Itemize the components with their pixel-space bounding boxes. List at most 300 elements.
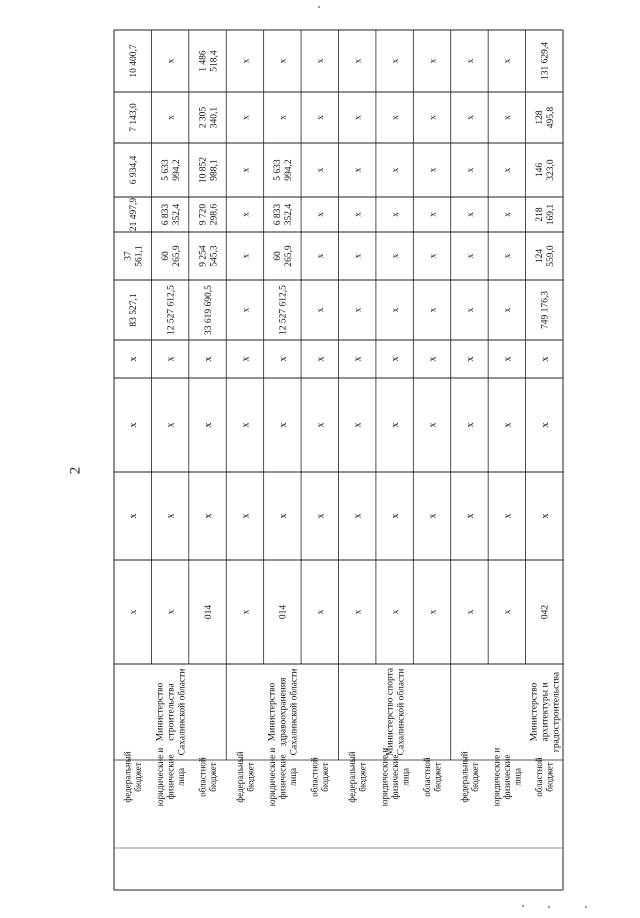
- cell-y5: [166, 58, 176, 63]
- ministry-name-line: Министерство: [529, 682, 540, 742]
- cell-mark-line: х: [390, 356, 402, 362]
- cell-mark-line: х: [165, 356, 177, 362]
- cell-mark: [390, 514, 401, 519]
- cell-y4-line: х: [241, 115, 252, 120]
- cell-y4: [166, 115, 176, 120]
- cell-y2-line: 218: [535, 207, 546, 222]
- cell-y4-line: х: [428, 115, 439, 120]
- cell-y1: [124, 245, 145, 267]
- cell-total: [391, 307, 401, 312]
- cell-mark: [540, 514, 551, 519]
- cell-y1-line: х: [503, 253, 514, 259]
- cell-y1: [428, 253, 438, 258]
- cell-y1-line: 561,1: [134, 245, 145, 267]
- cell-mark: [203, 514, 214, 519]
- cell-mark: [240, 357, 251, 362]
- cell-y3: [354, 167, 364, 172]
- cell-mark: [278, 357, 289, 362]
- source-label: [310, 757, 331, 797]
- cell-mark-line: х: [352, 513, 364, 519]
- cell-code-line: х: [316, 609, 327, 615]
- cell-total-line: х: [428, 307, 439, 313]
- source-label: [197, 757, 218, 797]
- source-label: [267, 748, 298, 807]
- cell-code-line: 042: [540, 604, 551, 620]
- cell-y4-line: х: [465, 115, 476, 120]
- cell-y1-line: 60: [160, 251, 171, 261]
- source-label: [155, 748, 186, 807]
- cell-mark: [540, 357, 551, 362]
- cell-y3-line: х: [390, 167, 401, 173]
- cell-y4: [391, 115, 401, 120]
- cell-code-line: х: [129, 609, 140, 615]
- cell-y3-line: х: [428, 167, 439, 173]
- cell-code: [204, 605, 214, 620]
- cell-total: [241, 307, 251, 312]
- cell-y5: [391, 58, 401, 63]
- cell-code: [503, 609, 513, 614]
- source-label: [534, 757, 555, 797]
- ministry-name-line: Министерство: [267, 682, 278, 742]
- ministry-name: [268, 669, 300, 756]
- cell-y5: [466, 58, 476, 63]
- cell-y3: [466, 167, 476, 172]
- cell-y2-line: х: [353, 212, 364, 217]
- source-label-line: физические: [277, 754, 288, 800]
- cell-y4: [428, 115, 438, 120]
- source-label-line: федеральный: [122, 751, 133, 803]
- cell-y3: [316, 167, 326, 172]
- cell-y1: [535, 245, 556, 267]
- cell-mark-line: х: [539, 422, 551, 428]
- cell-y4: [316, 115, 326, 120]
- cell-y1: [354, 253, 364, 258]
- cell-code-line: х: [465, 609, 476, 615]
- cell-code-line: х: [503, 609, 514, 615]
- cell-y4-line: х: [316, 115, 327, 120]
- source-label-line: бюджет: [133, 762, 144, 792]
- cell-y1: [273, 245, 294, 267]
- ministry-name-line: Сахалинской области: [177, 668, 188, 756]
- cell-y1: [503, 253, 513, 258]
- cell-total: [316, 307, 326, 312]
- source-label-line: юридические и: [379, 747, 390, 807]
- cell-code: [316, 609, 326, 614]
- cell-mark: [278, 514, 289, 519]
- cell-y3: [535, 159, 556, 181]
- cell-y3-line: 6 934,4: [129, 155, 140, 185]
- ministry-name-line: здравоохранения: [278, 677, 289, 747]
- cell-y2: [391, 212, 401, 217]
- source-label-line: юридические и: [154, 747, 165, 807]
- scan-speck: [585, 906, 587, 908]
- cell-y3-line: 5 633: [160, 159, 171, 181]
- source-label-line: областной: [421, 757, 432, 797]
- source-label-line: бюджет: [544, 762, 555, 792]
- cell-y3-line: 988,1: [209, 159, 220, 181]
- cell-y2-line: 352,4: [284, 203, 295, 226]
- cell-total: [166, 285, 176, 335]
- cell-total-line: х: [465, 307, 476, 313]
- cell-y3: [273, 159, 294, 181]
- cell-mark-line: х: [427, 513, 439, 519]
- cell-code: [166, 609, 176, 614]
- cell-mark: [315, 423, 326, 428]
- cell-y2-line: 169,1: [546, 203, 557, 226]
- cell-code: [241, 609, 251, 614]
- cell-mark: [390, 357, 401, 362]
- cell-y4-line: 495,8: [546, 106, 557, 129]
- cell-code: [279, 605, 289, 620]
- cell-mark-line: х: [427, 356, 439, 362]
- source-label-line: бюджет: [207, 762, 218, 792]
- cell-y5-line: 518,4: [209, 50, 220, 72]
- cell-total: [428, 307, 438, 312]
- cell-y1-line: 124: [535, 248, 546, 264]
- cell-mark-line: х: [539, 356, 551, 362]
- cell-code-line: х: [428, 609, 439, 615]
- cell-y5: [503, 58, 513, 63]
- cell-mark-line: х: [502, 356, 514, 362]
- cell-mark-line: х: [502, 513, 514, 519]
- cell-mark: [166, 514, 177, 519]
- cell-y1: [241, 253, 251, 258]
- cell-y1: [391, 253, 401, 258]
- cell-y2-line: х: [465, 212, 476, 217]
- cell-mark: [428, 423, 439, 428]
- cell-y4: [129, 103, 139, 132]
- cell-y2: [241, 212, 251, 217]
- cell-y1: [198, 245, 219, 267]
- cell-y3-line: 323,0: [546, 159, 557, 181]
- cell-mark-line: х: [203, 513, 215, 519]
- ministry-name: [385, 667, 406, 756]
- source-label-line: лица: [512, 767, 523, 787]
- cell-mark-line: х: [128, 422, 140, 428]
- cell-code: [466, 609, 476, 614]
- source-label: [347, 751, 368, 802]
- cell-code-line: х: [241, 609, 252, 615]
- cell-y1-line: х: [316, 253, 327, 259]
- cell-mark: [240, 423, 251, 428]
- cell-total-line: х: [390, 307, 401, 313]
- cell-total-line: 12 527 612,5: [278, 285, 289, 335]
- cell-y5: [316, 58, 326, 63]
- cell-y4: [354, 115, 364, 120]
- cell-mark-line: х: [277, 513, 289, 519]
- cell-y2-line: 298,6: [209, 203, 220, 226]
- source-label-line: федеральный: [347, 751, 358, 803]
- cell-mark-line: х: [352, 422, 364, 428]
- cell-y2-line: 9 720: [198, 203, 209, 226]
- cell-y4-line: 7 143,0: [129, 103, 140, 132]
- cell-mark-line: х: [502, 422, 514, 428]
- cell-mark-line: х: [128, 513, 140, 519]
- cell-y3: [503, 167, 513, 172]
- source-label-line: физические: [389, 754, 400, 800]
- cell-mark-line: х: [240, 422, 252, 428]
- cell-y3-line: х: [503, 167, 514, 173]
- cell-mark-line: х: [165, 422, 177, 428]
- cell-y1: [316, 253, 326, 258]
- cell-total-line: 12 527 612,5: [166, 285, 177, 335]
- cell-mark-line: х: [240, 356, 252, 362]
- cell-y3-line: 10 852: [198, 156, 209, 184]
- cell-mark: [166, 357, 177, 362]
- source-label-line: бюджет: [320, 762, 331, 792]
- cell-y1-line: х: [241, 253, 252, 259]
- cell-y2: [535, 204, 556, 226]
- cell-total: [129, 293, 139, 327]
- cell-y3-line: х: [353, 167, 364, 173]
- cell-y5: [129, 44, 139, 78]
- source-label-line: физические: [165, 754, 176, 800]
- cell-y5-line: х: [428, 58, 439, 64]
- cell-y1-line: х: [390, 253, 401, 259]
- cell-mark: [353, 514, 364, 519]
- cell-mark-line: х: [539, 513, 551, 519]
- cell-y5-line: 1 486: [198, 50, 209, 72]
- cell-y5: [541, 42, 551, 80]
- cell-y5-line: х: [353, 58, 364, 64]
- cell-code: [129, 609, 139, 614]
- cell-mark: [203, 423, 214, 428]
- source-label: [123, 751, 143, 802]
- cell-y3-line: х: [241, 167, 252, 173]
- cell-mark: [166, 423, 177, 428]
- cell-y4: [198, 107, 219, 129]
- cell-code: [354, 609, 364, 614]
- cell-y5-line: х: [278, 58, 289, 64]
- source-label: [459, 751, 480, 802]
- cell-y1: [466, 253, 476, 258]
- cell-mark-line: х: [203, 422, 215, 428]
- cell-mark-line: х: [464, 356, 476, 362]
- cell-total-line: 33 619 690,5: [203, 285, 214, 335]
- cell-y2: [503, 212, 513, 217]
- cell-y1-line: 265,9: [284, 245, 295, 267]
- cell-mark-line: х: [165, 513, 177, 519]
- cell-y5-line: х: [166, 58, 177, 64]
- cell-total-line: 83 527,1: [129, 293, 140, 327]
- cell-y1-line: 9 254: [198, 245, 209, 267]
- cell-y3-line: х: [316, 167, 327, 173]
- cell-total-line: х: [316, 307, 327, 313]
- cell-y2: [273, 204, 294, 226]
- cell-y5: [198, 50, 219, 72]
- cell-y2: [161, 204, 182, 226]
- cell-y3: [391, 167, 401, 172]
- cell-mark-line: х: [315, 513, 327, 519]
- ministry-name-line: Сахалинской области: [289, 668, 300, 756]
- cell-y5-line: х: [241, 58, 252, 64]
- cell-total: [354, 307, 364, 312]
- source-label-line: лица: [175, 767, 186, 787]
- cell-mark: [128, 423, 139, 428]
- ministry-name-line: градостроительства: [551, 671, 562, 753]
- source-label-line: юридические и: [491, 747, 502, 807]
- cell-y2: [198, 204, 219, 226]
- cell-y3-line: х: [465, 167, 476, 173]
- cell-y1-line: 60: [273, 251, 284, 261]
- cell-code-line: х: [390, 609, 401, 615]
- source-label-line: бюджет: [469, 762, 480, 792]
- cell-y3: [129, 156, 139, 185]
- cell-y4-line: х: [390, 115, 401, 120]
- ministry-name: [530, 671, 562, 752]
- source-label-line: юридические и: [267, 747, 278, 807]
- cell-y2-line: х: [503, 212, 514, 217]
- cell-y1: [161, 245, 182, 267]
- scan-speck: [522, 905, 524, 907]
- source-label-line: областной: [197, 757, 208, 797]
- cell-y2-line: х: [390, 212, 401, 217]
- source-label-line: бюджет: [432, 762, 443, 792]
- cell-mark: [465, 423, 476, 428]
- cell-y2-line: 6 833: [160, 203, 171, 226]
- ministry-name-line: Министерство спорта: [385, 667, 396, 757]
- cell-y3-line: 994,2: [284, 159, 295, 181]
- cell-mark: [240, 514, 251, 519]
- cell-mark-line: х: [277, 356, 289, 362]
- cell-mark: [465, 514, 476, 519]
- cell-y2: [354, 212, 364, 217]
- cell-mark-line: х: [315, 422, 327, 428]
- cell-y5-line: х: [316, 58, 327, 64]
- cell-mark: [353, 357, 364, 362]
- ministry-name: [155, 669, 187, 756]
- cell-y4-line: 2 305: [198, 106, 209, 129]
- source-label-line: лица: [288, 767, 299, 787]
- cell-code: [428, 609, 438, 614]
- cell-mark: [203, 357, 214, 362]
- source-label-line: федеральный: [234, 751, 245, 803]
- cell-y2-line: 6 833: [273, 203, 284, 226]
- cell-y2-line: х: [316, 212, 327, 217]
- cell-mark: [353, 423, 364, 428]
- cell-y4: [503, 115, 513, 120]
- cell-mark-line: х: [277, 422, 289, 428]
- cell-y1-line: 545,3: [209, 245, 220, 267]
- cell-y3: [161, 159, 182, 181]
- cell-total-line: 749 176,3: [540, 291, 551, 329]
- cell-y5-line: х: [465, 58, 476, 64]
- source-label-line: областной: [534, 757, 545, 797]
- cell-mark-line: х: [315, 356, 327, 362]
- cell-mark: [390, 423, 401, 428]
- ministry-name-line: Сахалинской области: [396, 668, 407, 756]
- cell-total: [503, 307, 513, 312]
- cell-y4-line: х: [503, 115, 514, 120]
- source-label-line: лица: [400, 767, 411, 787]
- cell-mark: [502, 514, 513, 519]
- cell-y3: [241, 167, 251, 172]
- cell-y1-line: 37: [123, 251, 134, 261]
- cell-code: [391, 609, 401, 614]
- cell-mark-line: х: [464, 422, 476, 428]
- cell-y4-line: 340,1: [209, 106, 220, 129]
- cell-mark: [428, 357, 439, 362]
- cell-y3-line: 146: [535, 162, 546, 178]
- cell-code-line: х: [166, 609, 177, 615]
- cell-mark: [128, 514, 139, 519]
- cell-y2: [466, 212, 476, 217]
- cell-mark: [315, 514, 326, 519]
- cell-y4-line: х: [166, 115, 177, 120]
- source-label-line: федеральный: [459, 751, 470, 803]
- cell-y5: [428, 58, 438, 63]
- cell-y5: [279, 58, 289, 63]
- cell-y4: [279, 115, 289, 120]
- cell-mark: [465, 357, 476, 362]
- cell-y1-line: 265,9: [171, 245, 182, 267]
- source-label-line: бюджет: [245, 762, 256, 792]
- cell-y2-line: х: [241, 212, 252, 217]
- cell-y2: [428, 212, 438, 217]
- cell-mark-line: х: [390, 513, 402, 519]
- cell-y4: [466, 115, 476, 120]
- cell-y5-line: х: [503, 58, 514, 64]
- cell-y4: [241, 115, 251, 120]
- cell-total-line: х: [241, 307, 252, 313]
- cell-y5-line: х: [390, 58, 401, 64]
- ministry-name-line: Министерство: [155, 682, 166, 742]
- ministry-name-line: строительства: [166, 683, 177, 741]
- cell-mark-line: х: [203, 356, 215, 362]
- cell-mark-line: х: [240, 513, 252, 519]
- cell-y4-line: х: [353, 115, 364, 120]
- cell-y2-line: 352,4: [171, 203, 182, 226]
- cell-y3: [428, 167, 438, 172]
- cell-code-line: 014: [278, 604, 289, 620]
- source-label-line: физические: [502, 754, 513, 800]
- scan-speck: [318, 6, 320, 8]
- cell-y3-line: 5 633: [273, 159, 284, 181]
- cell-y1-line: х: [353, 253, 364, 259]
- cell-mark-line: х: [390, 422, 402, 428]
- cell-total: [541, 291, 551, 329]
- cell-y2: [129, 198, 139, 232]
- cell-total: [466, 307, 476, 312]
- cell-y4: [535, 107, 556, 129]
- cell-mark-line: х: [464, 513, 476, 519]
- cell-y4-line: х: [278, 115, 289, 120]
- cell-mark: [315, 357, 326, 362]
- cell-mark: [128, 357, 139, 362]
- cell-mark: [502, 423, 513, 428]
- cell-y5: [354, 58, 364, 63]
- cell-code-line: 014: [203, 604, 214, 620]
- source-label: [422, 757, 443, 797]
- cell-mark-line: х: [427, 422, 439, 428]
- cell-y1-line: х: [428, 253, 439, 259]
- cell-code: [541, 605, 551, 620]
- page-number: 2: [67, 466, 84, 475]
- cell-total-line: х: [353, 307, 364, 313]
- cell-y2: [316, 212, 326, 217]
- source-label: [492, 748, 523, 807]
- cell-total: [279, 285, 289, 335]
- ministry-name-line: архитектуры и: [540, 682, 551, 742]
- cell-y1-line: х: [465, 253, 476, 259]
- cell-y3: [198, 157, 219, 183]
- cell-code-line: х: [353, 609, 364, 615]
- source-label-line: бюджет: [357, 762, 368, 792]
- cell-y2-line: 21 497,9: [129, 197, 140, 232]
- cell-mark: [502, 357, 513, 362]
- source-label-line: областной: [309, 757, 320, 797]
- cell-mark-line: х: [128, 356, 140, 362]
